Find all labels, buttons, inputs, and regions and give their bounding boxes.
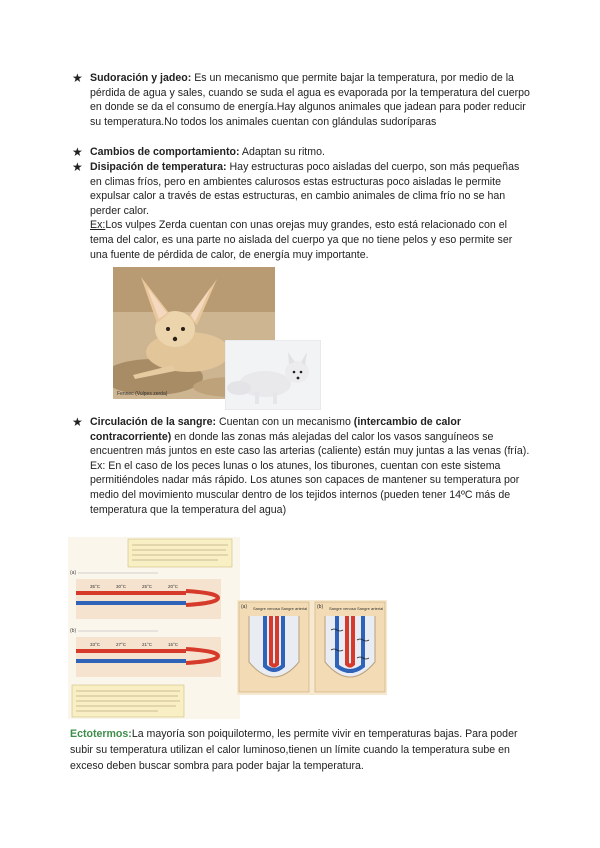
star-bullet-icon: ★ <box>72 145 83 159</box>
star-bullet-icon: ★ <box>72 415 83 429</box>
panel-b-label: (b) <box>70 628 77 634</box>
panel-a-label: (a) <box>70 570 77 576</box>
vein-label: Sangre venosa <box>253 606 280 611</box>
arctic-fox-photo <box>225 340 321 410</box>
vein-label: Sangre venosa <box>329 606 356 611</box>
bullet-title: Cambios de comportamiento: <box>90 146 240 158</box>
bullet-title: Sudoración y jadeo: <box>90 72 192 84</box>
bullet-text-post: en donde las zonas más alejadas del calor los vasos sanguíneos se encuentren más juntos en este caso las arterias (caliente) están muy juntas a las venas (fría). <box>90 430 530 458</box>
bullet-comportamiento <box>72 145 530 160</box>
panel-b-label: (b) <box>317 604 324 610</box>
bullet-bold-term: (intercambio de calor contracorriente) <box>90 416 461 443</box>
temp-label: 20°C <box>168 584 179 589</box>
bullet-title: Disipación de temperatura: <box>90 161 227 173</box>
ectotermos-text: La mayoría son poiquilotermo, les permite vivir en temperaturas bajas. Para poder subir su temperatura utilizan el calor luminoso,tienen un límite cuando la temperatura sube en exceso deben buscar sombra para poder bajar la temperatura. <box>70 728 518 772</box>
temp-label: 33°C <box>90 642 101 647</box>
star-bullet-icon: ★ <box>72 160 83 174</box>
temp-label: 35°C <box>90 584 101 589</box>
temp-label: 21°C <box>142 642 153 647</box>
panel-a-label: (a) <box>241 604 248 610</box>
temp-label: 25°C <box>142 584 153 589</box>
countercurrent-diagram <box>68 537 240 719</box>
example-paragraph: Ex: En el caso de los peces lunas o los atunes, los tiburones, cuentan con este sistema permitiéndoles nadar más rápido. Los atunes son capaces de mantener su temperatura por medio del movimiento muscular dentro de los tejidos internos (pueden tener 14ºC más de temperatura que la temperatura del agua) <box>90 459 520 516</box>
star-bullet-icon: ★ <box>72 71 83 85</box>
bullet-text: Es un mecanismo que permite bajar la temperatura, por medio de la pérdida de agua y sales, cuando se suda el agua es evaporada por la temperatura del cuerpo en donde se da el consumo de energía.Hay algunos animales que jadean para poder reducir su temperatura.No todos los animales cuentan con glándulas sudoríparas <box>90 72 530 128</box>
fox-caption: Fennec (Vulpes zerda) <box>117 391 168 397</box>
ectotermos-paragraph <box>70 726 530 774</box>
example-text: Los vulpes Zerda cuentan con unas orejas muy grandes, esto está relacionado con el tema del calor, es una parte no aislada del cuerpo ya que no tiene pelos y eso permite ser una fuente de pérdida de calor, de energía muy importante. <box>90 219 513 261</box>
bullet-circulacion <box>72 415 530 517</box>
bullet-text: Hay estructuras poco aisladas del cuerpo, son más pequeñas en climas fríos, pero en ambientes calurosos estas estructuras poco aisladas le permite expulsar calor a través de estas estructuras, en cambio animales de clima frío no se han perder calor. <box>90 161 520 217</box>
bullet-sudoracion <box>72 71 530 129</box>
artery-label: Sangre arterial <box>281 606 308 611</box>
example-label: Ex: <box>90 219 106 232</box>
ectotermos-title: Ectotermos: <box>70 728 132 740</box>
temp-label: 15°C <box>168 642 179 647</box>
temp-label: 27°C <box>116 642 127 647</box>
bullet-disipacion <box>72 160 530 262</box>
temp-label: 30°C <box>116 584 127 589</box>
bullet-text: Adaptan su ritmo. <box>239 146 325 158</box>
example-paragraph <box>90 218 530 262</box>
bullet-text-pre: Cuentan con un mecanismo <box>216 416 354 428</box>
bullet-title: Circulación de la sangre: <box>90 416 216 428</box>
artery-label: Sangre arterial <box>357 606 384 611</box>
blood-vessel-panels <box>237 600 387 695</box>
